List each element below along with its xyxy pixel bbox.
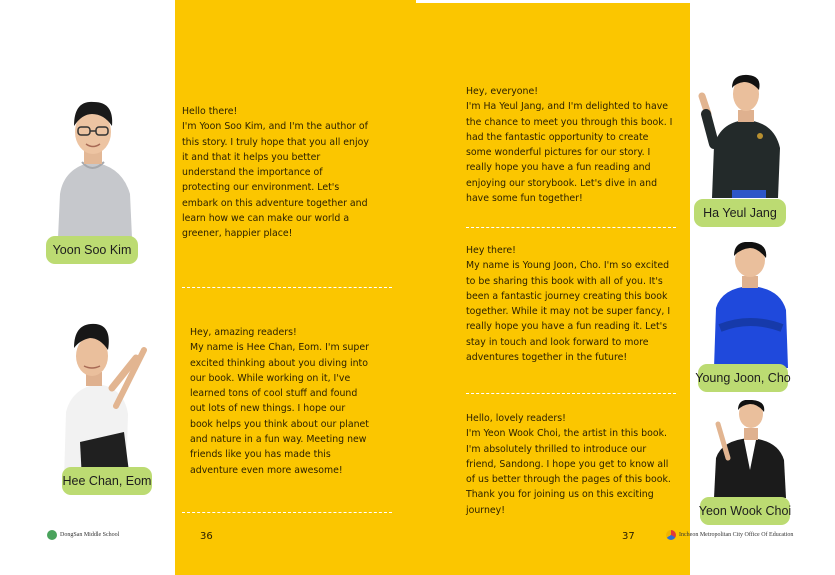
student-photo-ha-yeul-jang: [698, 74, 786, 198]
name-tag-ha-yeul-jang: Ha Yeul Jang: [694, 199, 786, 227]
name-tag-hee-chan-eom: Hee Chan, Eom: [62, 467, 152, 495]
footer-left: [47, 530, 119, 540]
education-office-logo-icon: [666, 530, 676, 540]
message-yeon-wook-choi: Hello, lovely readers! I'm Yeon Wook Choi, the artist in this book. I'm absolutely thrilled to introduce our friend, Sandong. I hope you get to know all of us better through the pages of this book. Thank you for joining us on this exciting journey!: [466, 413, 671, 516]
school-logo-icon: [47, 530, 57, 540]
message-ha-yeul-jang: Hey, everyone! I'm Ha Yeul Jang, and I'm delighted to have the chance to meet you through this book. I had the fantastic opportunity to create some wonderful pictures for our story. I really hope you have a fun reading and enjoying our storybook. Let's dive in and have some fun together!: [466, 86, 673, 205]
footer-office-name: Incheon Metropolitan City Office Of Education: [679, 532, 794, 538]
student-photo-young-joon-cho: [710, 242, 792, 368]
divider: [466, 393, 676, 394]
name-tag-yeon-wook-choi: Yeon Wook Choi: [700, 497, 790, 525]
message-young-joon-cho: Hey there! My name is Young Joon, Cho. I'm so excited to be sharing this book with all of you. It's been a fantastic journey creating this book together. While it may not be super fancy, I really hope you have a fun reading it. Let's stay in touch and look forward to more adventures together in the future!: [466, 245, 671, 364]
divider: [182, 512, 392, 513]
page-number-left: 36: [200, 531, 213, 542]
page-number-right: 37: [622, 531, 635, 542]
name-tag-yoon-soo-kim: Yoon Soo Kim: [46, 236, 138, 264]
divider: [466, 227, 676, 228]
student-photo-yeon-wook-choi: [710, 400, 790, 498]
message-hee-chan-eom: Hey, amazing readers! My name is Hee Chan, Eom. I'm super excited thinking about you diving into our book. While working on it, I've learned tons of cool stuff and found out lots of new things. I hope our book helps you think about our planet and nature in a fun way. Meeting new friends like you has made this adventure even more awesome!: [190, 327, 369, 476]
footer-right: [666, 530, 793, 540]
student-photo-yoon-soo-kim: [52, 96, 136, 238]
page-gutter: [416, 0, 690, 3]
footer-school-name: DongSan Middle School: [60, 532, 120, 538]
name-tag-young-joon-cho: Young Joon, Cho: [698, 364, 788, 392]
student-photo-hee-chan-eom: [42, 322, 148, 480]
message-yoon-soo-kim: Hello there! I'm Yoon Soo Kim, and I'm the author of this story. I truly hope that you all enjoy it and that it helps you better understand the importance of protecting our environment. Let's embark on this adventure together and learn how we can make our world a greener, happier place!: [182, 106, 369, 240]
divider: [182, 287, 392, 288]
